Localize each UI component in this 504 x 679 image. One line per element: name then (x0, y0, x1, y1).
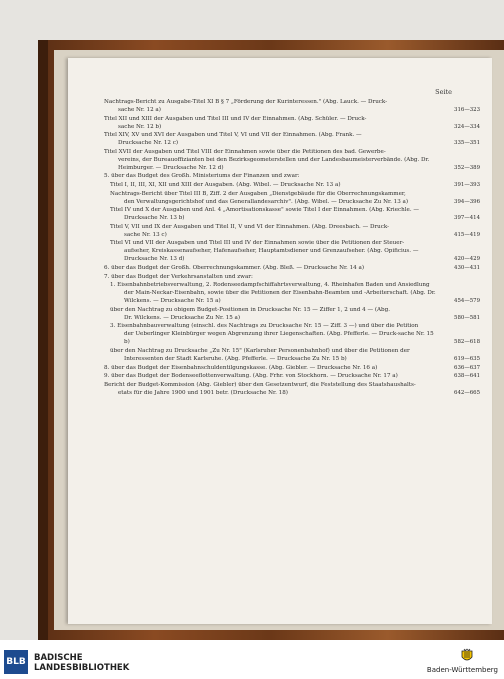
toc-entry-pages: 324—334 (454, 123, 480, 130)
toc-entry (104, 98, 480, 114)
toc-entry (104, 364, 480, 372)
toc-entry (104, 115, 480, 131)
toc-entry-title: Titel V, VII und IX der Ausgaben und Titel II, V und VI der Einnahmen. (Abg. Dreesbach. — Druck- (110, 223, 390, 230)
toc-entry-text (104, 281, 446, 305)
toc-entry (104, 281, 480, 305)
toc-entry-text (104, 372, 446, 380)
toc-entry-pages: 394—396 (454, 198, 480, 205)
toc-entry (104, 322, 480, 346)
toc-entry (104, 381, 480, 397)
toc-entry-text (104, 273, 446, 281)
toc-entry-title: Titel XII und XIII der Ausgaben und Titel III und IV der Einnahmen. (Abg. Schüler. — Druck- (104, 115, 367, 122)
toc-entry (104, 223, 480, 239)
toc-entry-text (104, 364, 446, 372)
toc-entry-continuation: vereins, der Bureauoffizianten bei den Bezirksgeometerstellen und der Landesbaumeisterverbände. (Abg. Dr. Heimburger. — Drucksache Nr. 12 d) (118, 156, 430, 171)
toc-entry-pages: 430—431 (454, 264, 480, 271)
toc-entry-title: Bericht der Budget-Kommission (Abg. Giebler) über den Gesetzentwurf, die Feststellung des Staatshaushalts- (104, 381, 416, 388)
toc-entry (104, 264, 480, 272)
toc-entry-continuation: der Main-Neckar-Eisenbahn, sowie über die Petitionen der Eisenbahn-Beamten und -Arbeiterschaft. (Abg. Dr. Wilckens. — Drucksache Nr. 15 a) (124, 290, 436, 305)
toc-entry-continuation: sache Nr. 12 b) (118, 123, 162, 130)
toc-entry-text (104, 148, 446, 172)
toc-entry-title: 7. über das Budget der Verkehrsanstalten und zwar: (104, 273, 253, 280)
toc-entry-pages: 335—351 (454, 140, 480, 147)
toc-entry-title: 1. Eisenbahnbetriebsverwaltung, 2. Rodenseedampfschiffahrtsverwaltung, 4. Rheinhafen Baden und Ansiedlung (110, 282, 430, 289)
toc-entry-pages: 415—419 (454, 231, 480, 238)
toc-entry-text (104, 98, 446, 114)
baden-wuerttemberg-crest-icon (460, 648, 474, 664)
toc-entry-title: 8. über das Budget der Eisenbahnschuldentilgungskasse. (Abg. Giebler. — Drucksache Nr. 16 a) (104, 364, 378, 371)
toc-entry (104, 239, 480, 263)
toc-entry-text (104, 223, 446, 239)
toc-entry-pages: 391—393 (454, 181, 480, 188)
toc-entry-title: Nachtrags-Bericht zu Ausgabe-Titel XI B § 7 „Förderung der Kurinteressen." (Abg. Lauck. — Druck- (104, 99, 388, 105)
toc-entry-text (104, 206, 446, 222)
toc-entry-title: Titel XVII der Ausgaben und Titel VIII der Einnahmen sowie über die Petitionen des bad. Gewerbe- (104, 148, 386, 155)
toc-entry-pages: 454—579 (454, 298, 480, 305)
toc-entry-continuation: den Verwaltungsgerichtshof und das Generallandesarchiv". (Abg. Wibel. — Drucksache Zu Nr. 13 a) (124, 198, 409, 205)
toc-entry (104, 172, 480, 180)
toc-entry-text (104, 381, 446, 397)
toc-entry (104, 306, 480, 322)
toc-entry-title: Titel IV und X der Ausgaben und Anl. 4 „Amortisationskasse" sowie Titel I der Einnahmen. (Abg. Kriechle. — (110, 207, 420, 214)
toc-entry-pages: 619—635 (454, 355, 480, 362)
toc-entry-text (104, 322, 446, 346)
toc-entry-continuation: Interessenten der Stadt Karlsruhe. (Abg. Pfefferle. — Drucksache Zu Nr. 15 b) (124, 355, 347, 362)
toc-entry-text (104, 172, 446, 180)
toc-entry (104, 181, 480, 189)
toc-entry-text (104, 131, 446, 147)
toc-entry-pages: 397—414 (454, 215, 480, 222)
blb-name-line1: BADISCHE (34, 653, 83, 663)
toc-entry-continuation: sache Nr. 13 c) (124, 231, 167, 238)
toc-entry-pages: 420—429 (454, 256, 480, 263)
toc-entry-title: 9. über das Budget der Bodenseeflottenverwaltung. (Abg. Frhr. von Stockhorn. — Drucksache Nr. 17 a) (104, 373, 398, 380)
toc-entry-continuation: Drucksache Nr. 13 b) (124, 215, 185, 222)
toc-entry-title: 3. Eisenbahnbauverwaltung (einschl. des Nachtrags zu Drucksache Nr. 15 — Ziff. 3 —) und über die Petition (110, 323, 419, 330)
toc-entry-pages: 580—581 (454, 314, 480, 321)
toc-entry-title: 5. über das Budget des Großh. Ministeriums der Finanzen und zwar: (104, 173, 300, 180)
toc-entry (104, 190, 480, 206)
toc-entry-title: Titel VI und VII der Ausgaben und Titel III und IV der Einnahmen sowie über die Petitionen der Steuer- (110, 240, 405, 247)
toc-entry-text (104, 306, 446, 322)
table-of-contents (104, 98, 480, 397)
toc-entry-continuation: Drucksache Nr. 12 c) (118, 140, 179, 147)
book-spine (38, 40, 48, 640)
blb-logo[interactable]: BLB (4, 650, 28, 674)
toc-entry (104, 273, 480, 281)
toc-entry-pages: 316—323 (454, 107, 480, 113)
toc-entry-continuation: aufseher, Kreiskassenaufseher, Hafenaufseher, Hauptamtsdiener und Grenzaufseher. (Abg. Opificius. — Drucksache Nr. 13 d) (124, 248, 419, 263)
document-page (68, 58, 492, 624)
toc-entry-pages: 636—637 (454, 364, 480, 371)
baden-wuerttemberg-label[interactable]: Baden-Württemberg (426, 666, 498, 674)
blb-name-line2: LANDESBIBLIOTHEK (34, 663, 130, 673)
toc-entry-continuation: Dr. Wilckens. — Drucksache Zu Nr. 15 a) (124, 314, 241, 321)
toc-entry-title: Nachtrags-Bericht über Titel III B, Ziff. 2 der Ausgaben „Dienstgebäude für die Oberrechnungskammer, (110, 190, 406, 197)
toc-entry-text (104, 115, 446, 131)
toc-entry-pages: 352—389 (454, 164, 480, 171)
toc-entry (104, 206, 480, 222)
toc-entry-pages: 642—665 (454, 389, 480, 396)
toc-entry-title: über den Nachtrag zu obigem Budget-Positionen in Drucksache Nr. 15 — Ziffer 1, 2 und 4 — (Abg. (110, 306, 390, 313)
blb-name[interactable] (34, 653, 129, 673)
toc-entry (104, 347, 480, 363)
toc-entry-title: 6. über das Budget der Großh. Oberrechnungskammer. (Abg. Bleß. — Drucksache Nr. 14 a) (104, 264, 365, 271)
toc-entry-continuation: sache Nr. 12 a) (118, 107, 161, 113)
toc-entry-text (104, 181, 446, 189)
toc-entry-continuation: etats für die Jahre 1900 und 1901 betr. (Drucksache Nr. 18) (118, 389, 288, 396)
toc-entry-text (104, 190, 446, 206)
toc-entry-title: Titel XIV, XV und XVI der Ausgaben und Titel V, VI und VII der Einnahmen. (Abg. Frank. — (104, 132, 362, 139)
toc-entry (104, 131, 480, 147)
toc-entry (104, 372, 480, 380)
toc-entry (104, 148, 480, 172)
toc-entry-title: über den Nachtrag zu Drucksache „Zu Nr. 15" (Karlsruher Personenbahnhof) und über die Petitionen der (110, 347, 410, 354)
toc-entry-pages: 638—641 (454, 373, 480, 380)
toc-entry-text (104, 347, 446, 363)
toc-entry-text (104, 239, 446, 263)
toc-entry-pages: 582—618 (454, 339, 480, 346)
toc-entry-continuation: der Ueberlinger Kleinbürger wegen Abgrenzung ihrer Liegenschaften. (Abg. Pfefferle. — Druck-sache Nr. 15 b) (124, 331, 434, 346)
toc-entry-title: Titel I, II, III, XI, XII und XIII der Ausgaben. (Abg. Wibel. — Drucksache Nr. 13 a) (110, 181, 341, 188)
toc-entry-text (104, 264, 446, 272)
seite-heading: Seite (435, 88, 452, 96)
viewer-footer (0, 645, 504, 679)
